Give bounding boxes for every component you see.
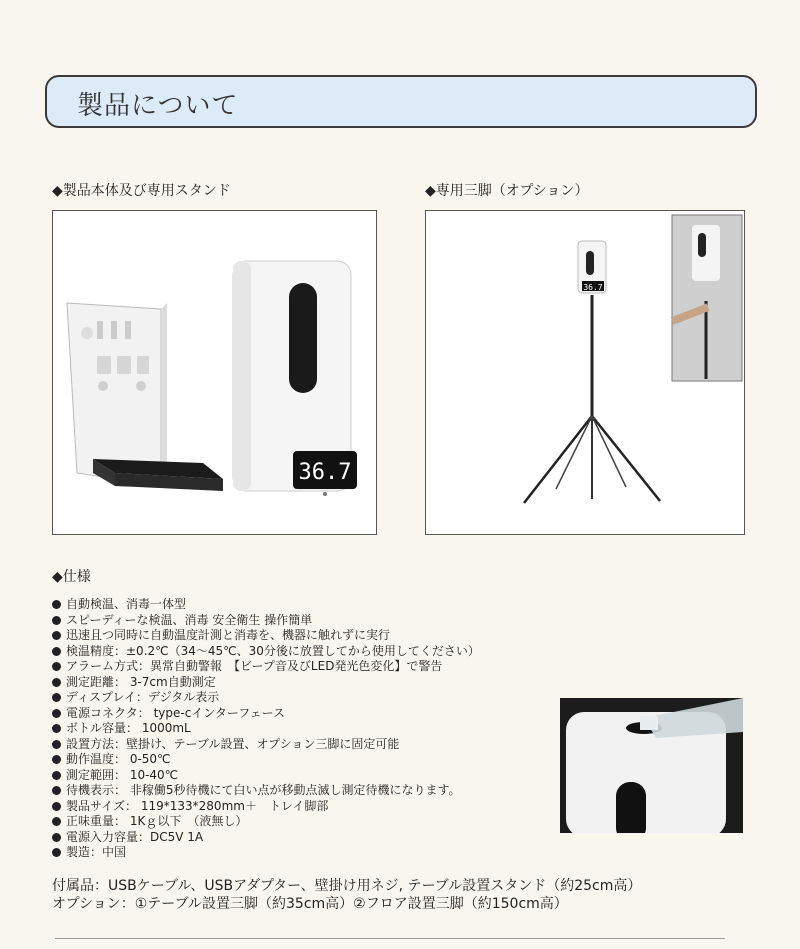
spec-item: 検温精度：±0.2℃（34～45℃、30分後に放置してから使用してください） bbox=[52, 644, 480, 660]
page-title: 製品について bbox=[77, 91, 239, 121]
spec-item: 電源コネクタ： type-cインターフェース bbox=[52, 706, 480, 722]
bullet-icon bbox=[52, 817, 61, 826]
section-heading-specs: ◆仕様 bbox=[52, 569, 91, 585]
spec-item: ボトル容量： 1000mL bbox=[52, 721, 480, 737]
wall-bracket-icon bbox=[67, 303, 223, 491]
bullet-icon bbox=[52, 771, 61, 780]
bullet-icon bbox=[52, 678, 61, 687]
bullet-icon bbox=[52, 786, 61, 795]
bullet-icon bbox=[52, 662, 61, 671]
refill-illustration bbox=[560, 698, 743, 833]
dispenser-icon bbox=[233, 261, 357, 496]
spec-item: 製造：中国 bbox=[52, 845, 480, 861]
section-heading-body-stand: ◆製品本体及び専用スタンド bbox=[52, 183, 231, 199]
bullet-icon bbox=[52, 755, 61, 764]
spec-item: アラーム方式：異常自動警報 【ビープ音及びLED発光色変化】で警告 bbox=[52, 659, 480, 675]
title-box bbox=[45, 75, 757, 128]
bullet-icon bbox=[52, 802, 61, 811]
spec-item: 正味重量： 1Kｇ以下 （液無し） bbox=[52, 814, 480, 830]
spec-item: ディスプレイ：デジタル表示 bbox=[52, 690, 480, 706]
spec-item: 測定範囲： 10-40℃ bbox=[52, 768, 480, 784]
spec-item: スピーディーな検温、消毒 安全衛生 操作簡単 bbox=[52, 613, 480, 629]
spec-item: 自動検温、消毒一体型 bbox=[52, 597, 480, 613]
bullet-icon bbox=[52, 647, 61, 656]
bullet-icon bbox=[52, 693, 61, 702]
tripod-icon bbox=[524, 241, 660, 503]
spec-item: 製品サイズ： 119*133*280mm＋ トレイ脚部 bbox=[52, 799, 480, 815]
bullet-icon bbox=[52, 709, 61, 718]
bullet-icon bbox=[52, 631, 61, 640]
spec-item: 動作温度： 0-50℃ bbox=[52, 752, 480, 768]
bullet-icon bbox=[52, 616, 61, 625]
svg-text:36.7: 36.7 bbox=[583, 283, 603, 292]
spec-item: 設置方法：壁掛け、テーブル設置、オプション三脚に固定可能 bbox=[52, 737, 480, 753]
bullet-icon bbox=[52, 833, 61, 842]
spec-item: 測定距離： 3-7cm自動測定 bbox=[52, 675, 480, 691]
bottom-divider bbox=[55, 938, 725, 939]
bullet-icon bbox=[52, 724, 61, 733]
refill-photo bbox=[560, 698, 743, 833]
accessories-line: 付属品：USBケーブル、USBアダプター、壁掛け用ネジ, テーブル設置スタンド（約25cm高） bbox=[52, 878, 642, 894]
section-heading-tripod: ◆専用三脚（オプション） bbox=[425, 183, 589, 199]
bullet-icon bbox=[52, 740, 61, 749]
tripod-photo bbox=[425, 210, 745, 535]
options-line: オプション：①テーブル設置三脚（約35cm高）②フロア設置三脚（約150cm高） bbox=[52, 896, 568, 912]
spec-item: 電源入力容量：DC5V 1A bbox=[52, 830, 480, 846]
spec-item: 待機表示： 非稼働5秒待機にて白い点が移動点滅し測定待機になります。 bbox=[52, 783, 480, 799]
product-photo bbox=[52, 210, 377, 535]
temperature-display: 36.7 bbox=[298, 460, 352, 485]
tripod-illustration bbox=[426, 211, 744, 534]
product-illustration bbox=[53, 211, 376, 534]
bullet-icon bbox=[52, 848, 61, 857]
spec-list bbox=[52, 597, 480, 861]
bullet-icon bbox=[52, 600, 61, 609]
spec-item: 迅速且つ同時に自動温度計測と消毒を、機器に触れずに実行 bbox=[52, 628, 480, 644]
